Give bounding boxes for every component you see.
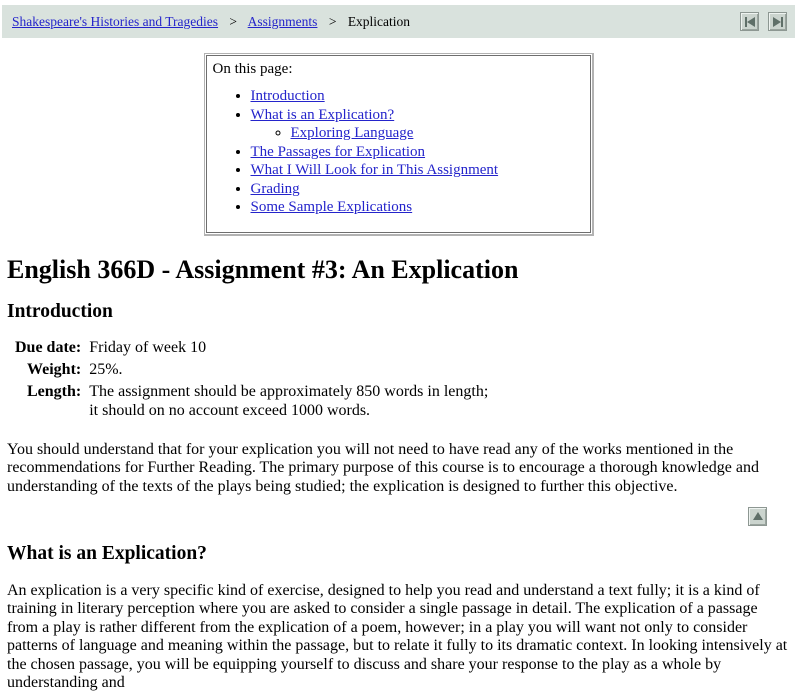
toc-link-what-is-an-explication[interactable]: What is an Explication? — [250, 106, 395, 123]
toc-sublist — [251, 125, 582, 142]
toc-link-passages-for-explication[interactable]: The Passages for Explication — [250, 143, 426, 160]
toc-link-introduction[interactable]: Introduction — [250, 88, 325, 104]
toc-item — [251, 107, 582, 143]
detail-row-length — [15, 383, 488, 421]
toc-item — [251, 199, 582, 216]
breadcrumb-separator: > — [229, 13, 238, 29]
detail-row-due-date — [15, 339, 488, 358]
toc-link-what-i-will-look-for[interactable]: What I Will Look for in This Assignment — [250, 162, 499, 178]
next-page-triangle-glyph — [773, 17, 781, 27]
previous-page-icon[interactable] — [740, 12, 759, 31]
on-this-page-box — [204, 53, 594, 236]
toc-subitem — [291, 125, 582, 142]
back-to-top-row — [7, 507, 767, 526]
breadcrumb-bar — [2, 5, 795, 38]
assignment-details-table — [7, 336, 496, 424]
toc-item — [251, 88, 582, 105]
what-is-explication-heading: What is an Explication? — [7, 542, 207, 564]
breadcrumb-current: Explication — [347, 13, 411, 29]
toc-item — [251, 144, 582, 161]
detail-row-weight — [15, 361, 488, 380]
back-to-top-icon[interactable] — [748, 507, 767, 526]
breadcrumb-link-course[interactable]: Shakespeare's Histories and Tragedies — [12, 13, 219, 29]
on-this-page-inner — [206, 55, 591, 233]
length-value-line1: The assignment should be approximately 850 words in length; — [89, 383, 489, 401]
back-to-top-triangle-glyph — [753, 512, 763, 520]
page-nav-buttons — [731, 12, 787, 31]
length-value-line2: it should on no account exceed 1000 words. — [89, 402, 371, 420]
toc-link-grading[interactable]: Grading — [250, 180, 300, 197]
page-title: English 366D - Assignment #3: An Explication — [7, 254, 519, 284]
previous-page-triangle-glyph — [747, 17, 755, 27]
next-page-icon[interactable] — [768, 12, 787, 31]
breadcrumb-link-assignments[interactable]: Assignments — [247, 13, 318, 29]
toc-item — [251, 181, 582, 198]
on-this-page-list — [211, 88, 582, 216]
length-value — [89, 383, 488, 421]
length-label: Length: — [26, 383, 82, 401]
main-content — [0, 255, 797, 693]
toc-link-sample-explications[interactable]: Some Sample Explications — [250, 199, 413, 215]
due-date-label: Due date: — [15, 339, 82, 357]
introduction-heading: Introduction — [7, 301, 113, 323]
on-this-page-title: On this page: — [212, 61, 293, 77]
toc-item — [251, 162, 582, 179]
introduction-paragraph: You should understand that for your explication you will not need to have read any of the works mentioned in the recommendations for Further Reading. The primary purpose of this course is to encourage a thorough knowledge and understanding of the texts of the plays being studied; the explication is designed to further this objective. — [7, 440, 759, 495]
next-page-bar-glyph — [781, 17, 783, 27]
due-date-value: Friday of week 10 — [89, 339, 207, 357]
what-is-explication-paragraph: An explication is a very specific kind of exercise, designed to help you read and understand a text fully; it is a kind of training in literary perception where you are asked to consider a single passage in detail. The explication of a passage from a play is rather different from the explication of a poem, however; in a play you will want not only to consider patterns of language and meaning within the passage, but to relate it fully to its dramatic context. In looking intensively at the chosen passage, you will be equipping yourself to discuss and share your response to the play as a whole by understanding and — [7, 581, 788, 692]
breadcrumb-separator: > — [328, 13, 337, 29]
breadcrumb — [10, 14, 731, 30]
toc-link-exploring-language[interactable]: Exploring Language — [290, 125, 414, 141]
weight-label: Weight: — [27, 361, 82, 379]
weight-value: 25%. — [89, 361, 123, 379]
